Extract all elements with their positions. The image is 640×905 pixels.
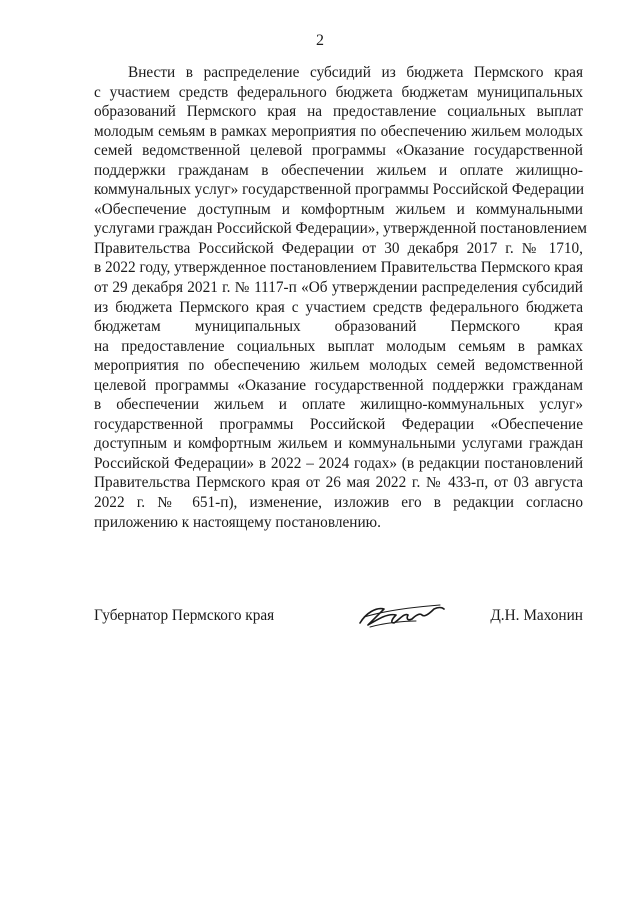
paragraph-line: в 2022 году, утвержденное постановлением Правительства Пермского края xyxy=(94,259,583,277)
signatory-name: Д.Н. Махонин xyxy=(490,607,583,624)
paragraph-line: доступным и комфортным жильем и коммунальными услугами граждан xyxy=(94,435,583,453)
paragraph-line: на предоставление социальных выплат молодым семьям в рамках xyxy=(94,337,583,355)
paragraph-line: Российской Федерации» в 2022 – 2024 годах» (в редакции постановлений xyxy=(94,454,583,472)
paragraph-line: семей ведомственной целевой программы «Оказание государственной xyxy=(94,142,583,160)
paragraph-line: образований Пермского края на предоставление социальных выплат xyxy=(94,103,583,121)
paragraph-line: от 29 декабря 2021 г. № 1117-п «Об утверждении распределения субсидий xyxy=(94,279,583,297)
paragraph-line: «Обеспечение доступным и комфортным жильем и коммунальными xyxy=(94,200,583,218)
paragraph-line: мероприятия по обеспечению жильем молодых семей ведомственной xyxy=(94,357,583,375)
paragraph-line: коммунальных услуг» государственной программы Российской Федерации xyxy=(94,181,585,199)
paragraph-line: из бюджета Пермского края с участием средств федерального бюджета xyxy=(94,298,583,316)
paragraph-line: услугами граждан Российской Федерации», утвержденной постановлением xyxy=(94,220,587,238)
paragraph-line: целевой программы «Оказание государственной поддержки гражданам xyxy=(94,376,583,394)
paragraph-line: в обеспечении жильем и оплате жилищно-коммунальных услуг» xyxy=(94,396,583,414)
handwritten-signature xyxy=(354,597,450,631)
paragraph-line: Правительства Пермского края от 26 мая 2022 г. № 433-п, от 03 августа xyxy=(94,474,583,492)
paragraph-line: с участием средств федерального бюджета бюджетам муниципальных xyxy=(94,83,583,101)
body-paragraph xyxy=(94,63,587,532)
page-number: 2 xyxy=(316,32,324,49)
paragraph-line: государственной программы Российской Федерации «Обеспечение xyxy=(94,415,583,433)
signatory-position: Губернатор Пермского края xyxy=(94,607,275,624)
paragraph-line: бюджетам муниципальных образований Пермского края xyxy=(94,318,583,336)
paragraph-line: молодым семьям в рамках мероприятия по обеспечению жильем молодых xyxy=(94,122,583,140)
paragraph-line: приложению к настоящему постановлению. xyxy=(94,513,381,531)
paragraph-line: поддержки гражданам в обеспечении жильем и оплате жилищно- xyxy=(94,161,583,179)
paragraph-line: Правительства Российской Федерации от 30 декабря 2017 г. № 1710, xyxy=(94,239,583,257)
paragraph-line: 2022 г. № 651-п), изменение, изложив его в редакции согласно xyxy=(94,494,583,512)
paragraph-line: Внести в распределение субсидий из бюджета Пермского края xyxy=(128,64,583,81)
signature-block xyxy=(94,605,583,635)
